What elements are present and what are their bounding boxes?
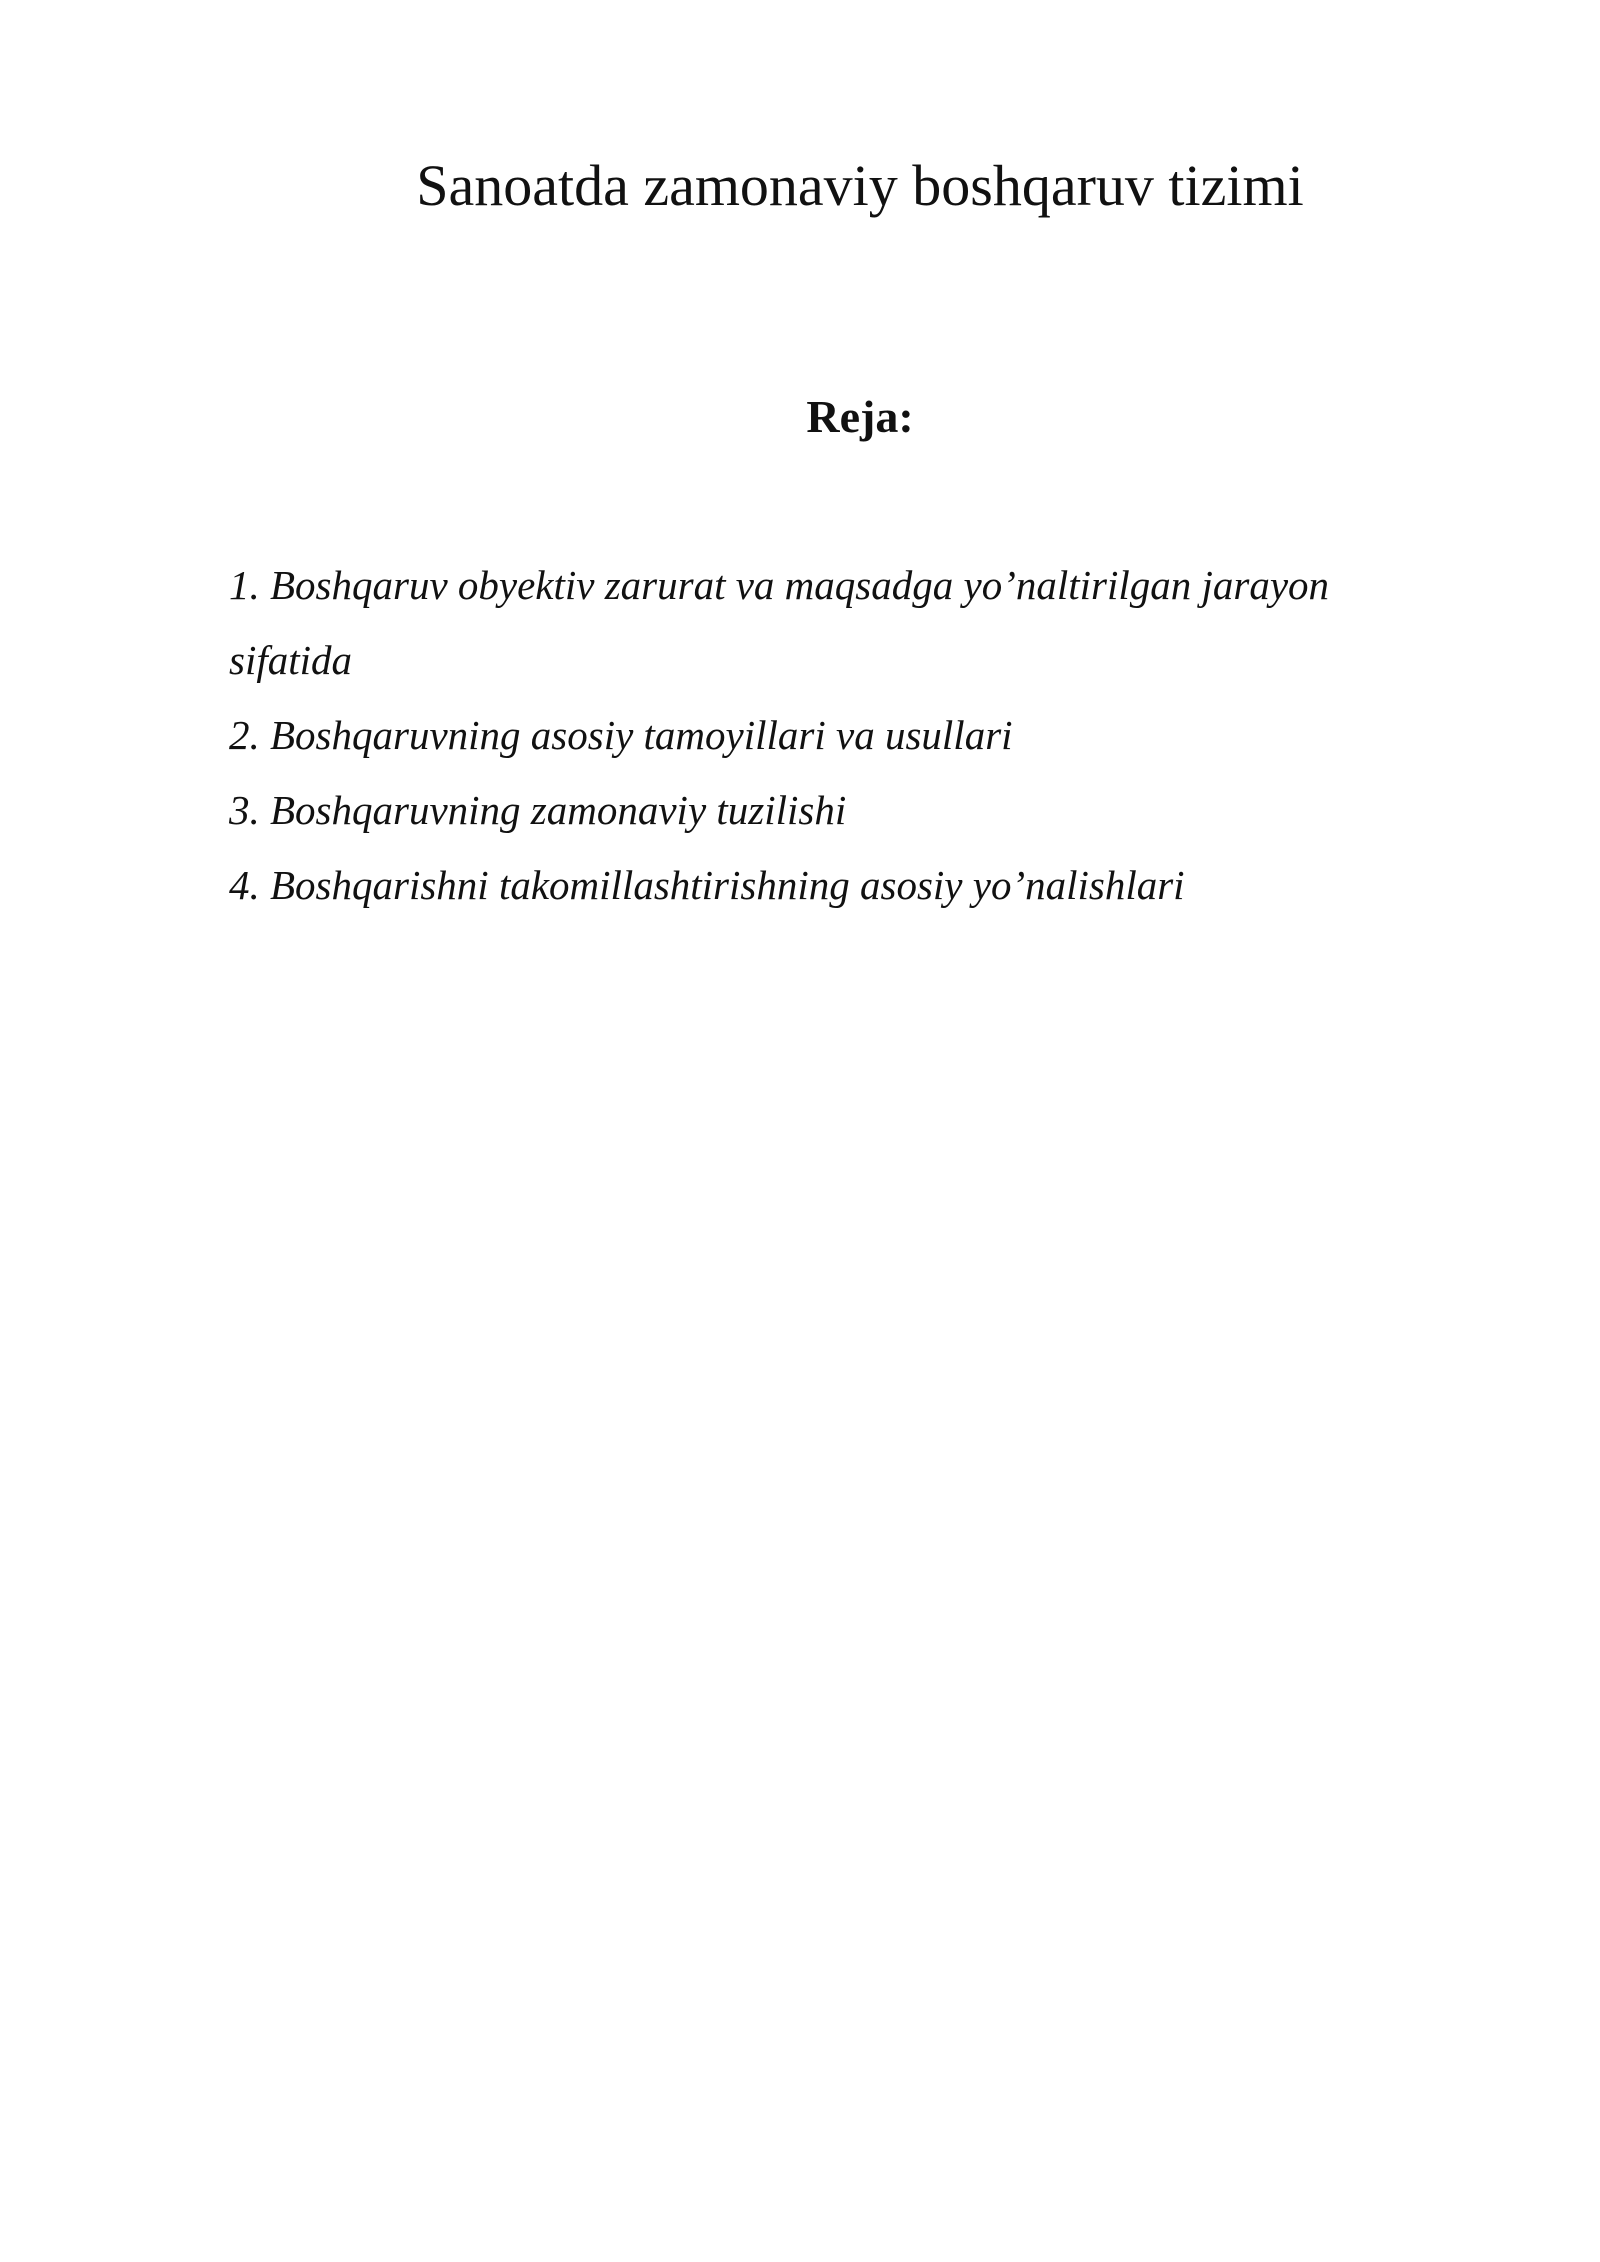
plan-item-1-continuation: sifatida xyxy=(229,637,353,683)
plan-item-2: 2. Boshqaruvning asosiy tamoyillari va usullari xyxy=(229,712,1013,758)
document-title: Sanoatda zamonaviy boshqaruv tizimi xyxy=(416,153,1304,218)
plan-item-3: 3. Boshqaruvning zamonaviy tuzilishi xyxy=(229,787,847,833)
plan-list xyxy=(229,548,1429,923)
plan-heading: Reja: xyxy=(806,391,914,442)
plan-item-4: 4. Boshqarishni takomillashtirishning asosiy yo’nalishlari xyxy=(229,862,1185,908)
plan-item-1: 1. Boshqaruv obyektiv zarurat va maqsadga yo’naltirilgan jarayon xyxy=(229,562,1330,608)
